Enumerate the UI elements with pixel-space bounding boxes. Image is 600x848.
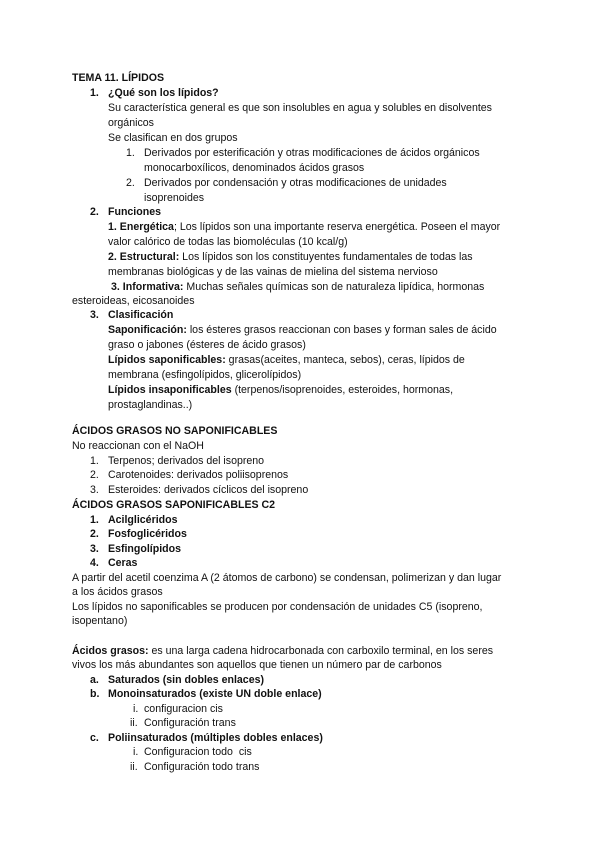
page-title: TEMA 11. LÍPIDOS (72, 72, 165, 84)
list-number: 3. (90, 484, 99, 496)
list-item: Configuración trans (144, 717, 236, 729)
list-item: Derivados por condensación y otras modificaciones de unidades (144, 177, 447, 189)
section-heading: Funciones (108, 206, 161, 218)
definition-line (72, 644, 493, 659)
list-letter: c. (90, 732, 99, 744)
function-text: Los lípidos son los constituyentes fundamentales de todas las (179, 251, 473, 263)
list-item: Monoinsaturados (existe UN doble enlace) (108, 688, 322, 700)
list-item: Esfingolípidos (108, 543, 181, 555)
definition-label: Lípidos insaponificables (108, 384, 232, 396)
list-item: monocarboxílicos, denominados ácidos grasos (144, 162, 365, 174)
list-letter: b. (90, 688, 100, 700)
list-item: configuracion cis (144, 703, 223, 715)
definition-text: es una larga cadena hidrocarbonada con carboxilo terminal, en los seres (148, 645, 494, 657)
function-label: 2. Estructural: (108, 251, 180, 263)
section-number: 3. (90, 309, 99, 321)
list-number: 3. (90, 543, 99, 555)
list-number: 2. (90, 469, 99, 481)
section-heading: ÁCIDOS GRASOS SAPONIFICABLES C2 (72, 499, 276, 511)
definition-line (108, 323, 497, 338)
list-item: Configuración todo trans (144, 761, 260, 773)
paragraph-line: No reaccionan con el NaOH (72, 440, 204, 452)
list-roman: i. (133, 746, 139, 758)
function-line: valor calórico de todas las biomoléculas (10 kcal/g) (108, 236, 348, 248)
definition-line (108, 353, 465, 368)
function-label: 3. Informativa: (111, 281, 184, 293)
list-item: Poliinsaturados (múltiples dobles enlaces) (108, 732, 323, 744)
definition-line: prostaglandinas..) (108, 399, 193, 411)
function-text: Muchas señales químicas son de naturaleza lipídica, hormonas (183, 281, 485, 293)
definition-label: Lípidos saponificables: (108, 354, 226, 366)
definition-line (108, 383, 453, 398)
list-number: 2. (126, 177, 135, 189)
paragraph-line: orgánicos (108, 117, 154, 129)
list-roman: i. (133, 703, 139, 715)
definition-line: vivos los más abundantes son aquellos que tienen un número par de carbonos (72, 659, 442, 671)
list-item: Ceras (108, 557, 138, 569)
section-number: 1. (90, 87, 99, 99)
section-number: 2. (90, 206, 99, 218)
list-item: Saturados (sin dobles enlaces) (108, 674, 265, 686)
definition-text: grasas(aceites, manteca, sebos), ceras, lípidos de (225, 354, 465, 366)
definition-line: graso o jabones (ésteres de ácido grasos) (108, 339, 306, 351)
function-text: ; Los lípidos son una importante reserva energética. Poseen el mayor (173, 221, 501, 233)
list-item: Derivados por esterificación y otras modificaciones de ácidos orgánicos (144, 147, 480, 159)
list-roman: ii. (130, 717, 138, 729)
function-label: 1. Energética (108, 221, 174, 233)
paragraph-line: Su característica general es que son insolubles en agua y solubles en disolventes (108, 102, 492, 114)
paragraph-line: isopentano) (72, 615, 128, 627)
list-item: Configuracion todo cis (144, 746, 252, 758)
function-line (108, 220, 500, 235)
definition-label: Saponificación: (108, 324, 187, 336)
definition-label: Ácidos grasos: (72, 645, 149, 657)
list-number: 2. (90, 528, 99, 540)
definition-text: los ésteres grasos reaccionan con bases y forman sales de ácido (186, 324, 497, 336)
list-item: Terpenos; derivados del isopreno (108, 455, 265, 467)
list-item: Acilglicéridos (108, 514, 178, 526)
section-heading: ¿Qué son los lípidos? (108, 87, 219, 99)
paragraph-line: a los ácidos grasos (72, 586, 163, 598)
list-letter: a. (90, 674, 99, 686)
list-item: Fosfoglicéridos (108, 528, 187, 540)
list-number: 1. (90, 514, 99, 526)
definition-line: membrana (esfingolípidos, glicerolípidos) (108, 369, 302, 381)
section-heading: Clasificación (108, 309, 174, 321)
function-line: membranas biológicas y de las vainas de mielina del sistema nervioso (108, 266, 438, 278)
paragraph-line: Los lípidos no saponificables se producen por condensación de unidades C5 (isopreno, (72, 601, 483, 613)
list-number: 4. (90, 557, 99, 569)
function-line: esteroideas, eicosanoides (72, 295, 195, 307)
definition-text: (terpenos/isoprenoides, esteroides, hormonas, (231, 384, 454, 396)
section-heading: ÁCIDOS GRASOS NO SAPONIFICABLES (72, 425, 278, 437)
paragraph-line: Se clasifican en dos grupos (108, 132, 238, 144)
function-line (108, 250, 473, 265)
paragraph-line: A partir del acetil coenzima A (2 átomos de carbono) se condensan, polimerizan y dan lugar (72, 572, 502, 584)
list-item: Esteroides: derivados cíclicos del isopreno (108, 484, 309, 496)
list-number: 1. (126, 147, 135, 159)
list-item: Carotenoides: derivados poliisoprenos (108, 469, 289, 481)
list-number: 1. (90, 455, 99, 467)
list-item: isoprenoides (144, 192, 205, 204)
function-line (111, 280, 484, 295)
list-roman: ii. (130, 761, 138, 773)
